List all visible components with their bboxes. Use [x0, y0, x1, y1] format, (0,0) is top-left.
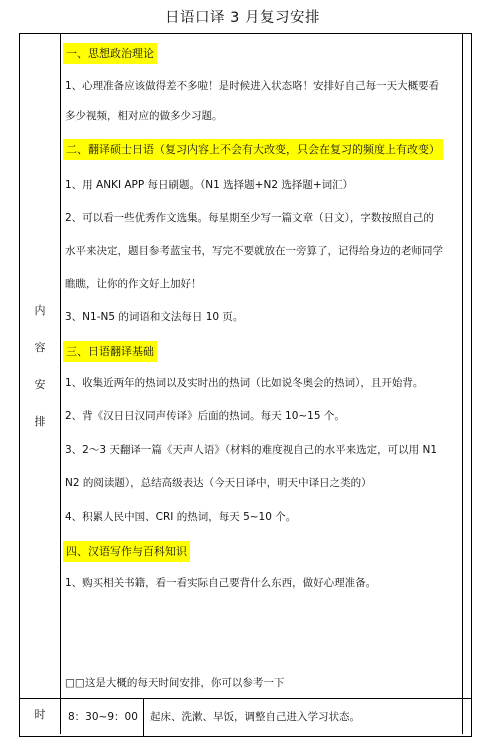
- section-heading-text: 三、日语翻译基础: [63, 341, 157, 362]
- paragraph-line: 多少视频，相对应的做多少习题。: [65, 110, 223, 122]
- section-heading: [65, 139, 470, 160]
- section-heading-text: 一、思想政治理论: [63, 43, 157, 64]
- paragraph-line: 1、心理准备应该做得差不多啦！是时候进入状态咯！安排好自己每一天大概要看: [65, 80, 440, 92]
- page-title: 日语口译 3 月复习安排: [165, 10, 320, 26]
- time-range: 8：30~9：00: [68, 711, 138, 723]
- time-activity: 起床、洗漱、早饭，调整自己进入学习状态。: [150, 711, 360, 723]
- paragraph-line: 瞧瞧，让你的作文好上加好！: [65, 278, 202, 290]
- row-divider: [20, 698, 471, 699]
- footer-note: □□这是大概的每天时间安排，你可以参考一下: [65, 677, 285, 689]
- paragraph-line: 2、背《汉日日汉同声传译》后面的热词。每天 10~15 个。: [65, 410, 345, 422]
- paragraph-line: 3、2～3 天翻译一篇《天声人语》（材料的难度视自己的水平来选定，可以用 N1: [65, 444, 437, 456]
- section-heading-text: 四、汉语写作与百科知识: [63, 541, 190, 562]
- paragraph-line: 2、可以看一些优秀作文选集。每星期至少写一篇文章（日文），字数按照自己的: [65, 212, 434, 224]
- paragraph-line: 水平来决定，题目参考蓝宝书，写完不要就放在一旁算了，记得给身边的老师同学: [65, 245, 443, 257]
- time-row-label: 时: [34, 708, 46, 721]
- paragraph-line: 3、N1-N5 的词语和文法每日 10 页。: [65, 311, 244, 323]
- paragraph-line: 4、积累人民中国、CRI 的热词，每天 5~10 个。: [65, 511, 297, 523]
- paragraph-line: 1、收集近两年的热词以及实时出的热词（比如说冬奥会的热词），且开始背。: [65, 377, 424, 389]
- paragraph-line: 1、用 ANKI APP 每日刷题。（N1 选择题+N2 选择题+词汇）: [65, 179, 354, 191]
- row-label-char: 内: [34, 304, 46, 317]
- section-heading-text: 二、翻译硕士日语（复习内容上不会有大改变，只会在复习的频度上有改变）: [63, 139, 443, 160]
- row-label-char: 容: [34, 341, 46, 354]
- row-label-char: 排: [34, 415, 46, 428]
- time-column-divider: [143, 698, 144, 736]
- paragraph-line: 1、购买相关书籍，看一看实际自己要背什么东西，做好心理准备。: [65, 577, 377, 589]
- row-label-char: 安: [34, 378, 46, 391]
- paragraph-line: N2 的阅读题），总结高级表达（今天日译中，明天中译日之类的）: [65, 477, 372, 489]
- section-heading: [65, 541, 470, 562]
- section-heading: [65, 43, 470, 64]
- section-heading: [65, 341, 470, 362]
- column-divider: [60, 34, 61, 734]
